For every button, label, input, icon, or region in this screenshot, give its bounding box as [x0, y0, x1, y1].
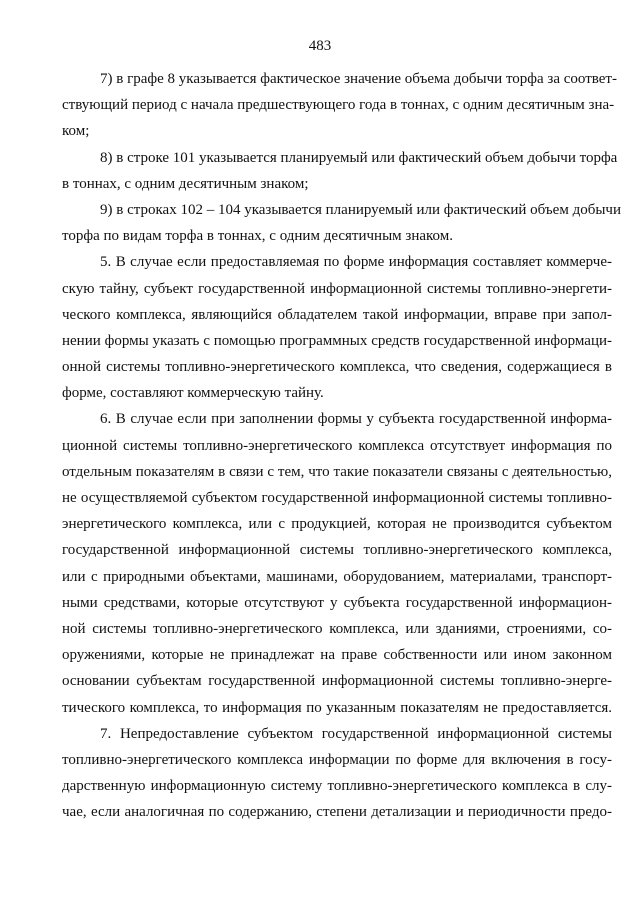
- text-line: дарственную информационную систему топливно-энергетического комплекса в слу-: [62, 778, 612, 795]
- text-line: не осуществляемой субъектом государственной информационной системы топливно-: [62, 490, 612, 506]
- text-line: 5. В случае если предоставляемая по форме информация составляет коммерче-: [100, 254, 612, 271]
- text-line: или с природными объектами, машинами, оборудованием, материалами, транспорт-: [62, 568, 612, 585]
- text-line: ной системы топливно-энергетического комплекса, или зданиями, строениями, со-: [62, 620, 612, 637]
- text-line: 6. В случае если при заполнении формы у субъекта государственной информа-: [100, 411, 612, 428]
- paragraph-item-7-graph-8: [62, 66, 617, 145]
- text-line: государственной информационной системы топливно-энергетического комплекса,: [62, 542, 612, 559]
- text-line: тического комплекса, то информация по указанным показателям не предоставляется.: [62, 699, 612, 716]
- text-line: ческого комплекса, являющийся обладателем такой информации, вправе при запол-: [62, 306, 612, 323]
- text-line: топливно-энергетического комплекса информации по форме для включения в госу-: [62, 751, 612, 768]
- page-number: 483: [308, 38, 332, 54]
- text-line: 7) в графе 8 указывается фактическое значение объема добычи торфа за соответ-: [100, 71, 617, 87]
- text-line: 9) в строках 102 – 104 указывается планируемый или фактический объем добычи: [100, 201, 621, 218]
- text-line: ными средствами, которые отсутствуют у субъекта государственной информацион-: [62, 594, 612, 611]
- paragraph-section-7: [62, 721, 612, 826]
- text-line: 8) в строке 101 указывается планируемый или фактический объем добычи торфа: [100, 149, 618, 166]
- paragraph-section-5: [62, 249, 612, 406]
- text-line: в тоннах, с одним десятичным знаком;: [62, 175, 309, 192]
- text-line: нении формы указать с помощью программных средств государственной информаци-: [62, 332, 612, 349]
- text-line: торфа по видам торфа в тоннах, с одним десятичным знаком.: [62, 228, 453, 245]
- text-line: онной системы топливно-энергетического комплекса, что сведения, содержащиеся в: [62, 359, 612, 376]
- text-line: оружениями, которые не принадлежат на праве собственности или ином законном: [62, 647, 612, 664]
- text-line: чае, если аналогичная по содержанию, степени детализации и периодичности предо-: [62, 804, 612, 821]
- paragraph-item-9-rows-102-104: [62, 197, 621, 249]
- text-line: основании субъектам государственной информационной системы топливно-энерге-: [62, 673, 612, 690]
- paragraph-item-8-row-101: [62, 145, 618, 197]
- text-line: энергетического комплекса, или с продукцией, которая не производится субъектом: [62, 516, 612, 533]
- text-line: ствующий период с начала предшествующего года в тоннах, с одним десятичным зна-: [62, 97, 615, 114]
- text-line: ционной системы топливно-энергетического комплекса отсутствует информация по: [62, 437, 612, 454]
- text-line: скую тайну, субъект государственной информационной системы топливно-энергети-: [62, 280, 612, 297]
- text-line: форме, составляют коммерческую тайну.: [62, 385, 324, 402]
- document-body: [62, 66, 621, 825]
- paragraph-section-6: [62, 406, 612, 720]
- text-line: отдельным показателям в связи с тем, что такие показатели связаны с деятельностью,: [62, 463, 612, 480]
- text-line: ком;: [62, 123, 90, 140]
- text-line: 7. Непредоставление субъектом государственной информационной системы: [100, 725, 612, 742]
